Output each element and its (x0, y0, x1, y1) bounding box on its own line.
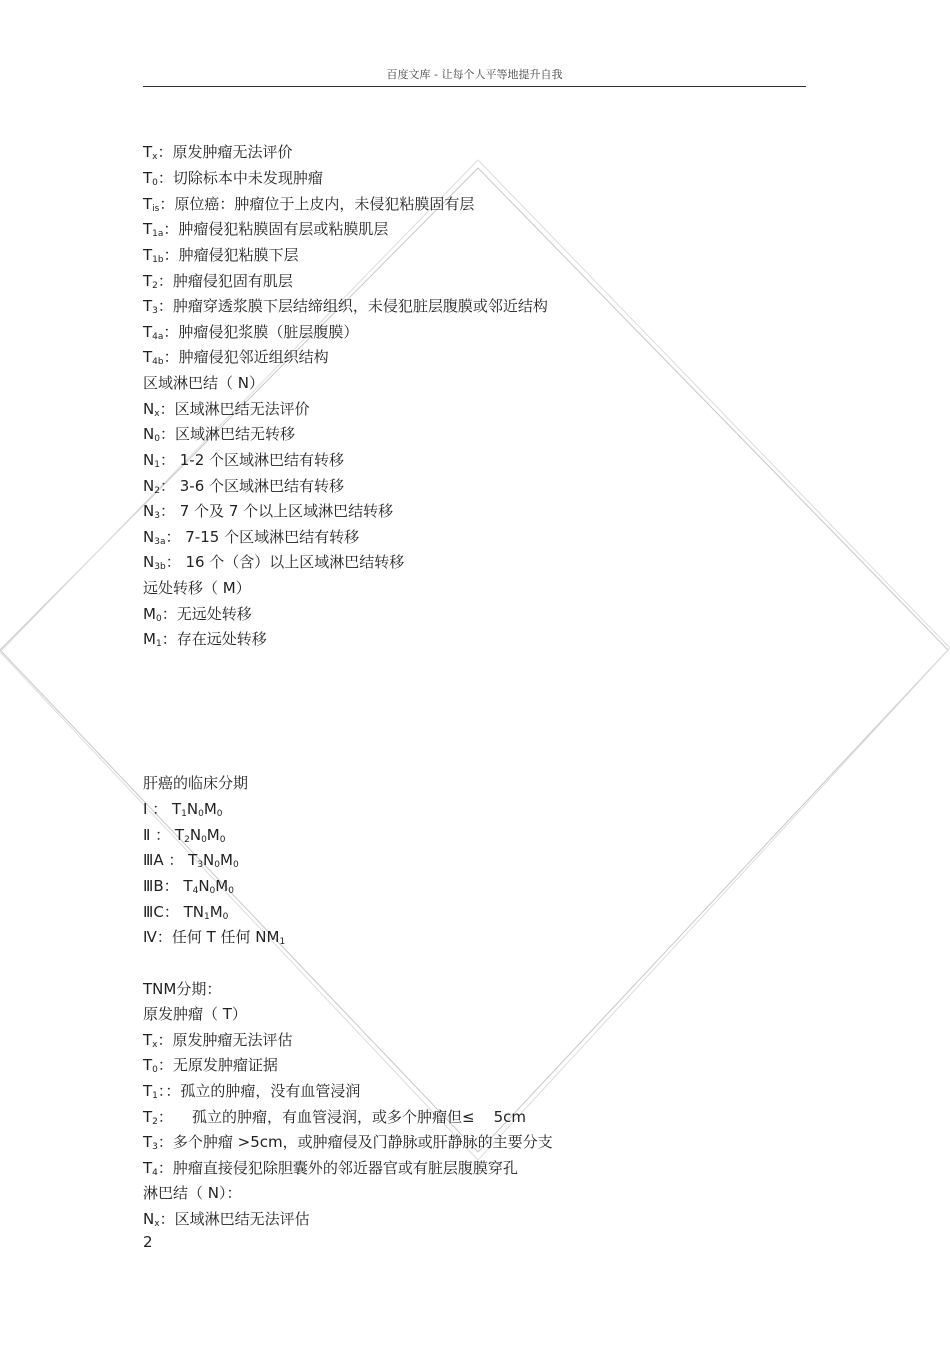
text-line (143, 1031, 293, 1049)
subscript: 0 (219, 835, 226, 845)
text-line (143, 425, 295, 443)
text-line (143, 451, 344, 469)
text-line (143, 297, 548, 315)
text-line (143, 374, 264, 392)
text-line (143, 1210, 310, 1228)
line-text: ：区域淋巴结无转移 (159, 425, 295, 443)
subscript: x (154, 409, 160, 419)
text-line (143, 980, 221, 998)
text-line (143, 851, 239, 869)
line-text: ：区域淋巴结无法评价 (159, 400, 310, 418)
line-text: N (143, 425, 155, 443)
text-line (143, 903, 228, 921)
line-text: ：：孤立的肿瘤，没有血管浸润 (157, 1082, 361, 1100)
line-text: ：原发肿瘤无法评价 (157, 143, 293, 161)
line-text: ：原位癌：肿瘤位于上皮内，未侵犯粘膜固有层 (159, 195, 475, 213)
subscript: 3 (152, 1142, 158, 1152)
line-text: T (143, 143, 153, 161)
line-text: TNM分期： (143, 980, 222, 998)
line-text: N (203, 851, 215, 869)
subscript: 1 (203, 912, 210, 922)
line-text: 肝癌的临床分期 (143, 774, 249, 792)
text-line (143, 143, 293, 161)
subscript: 0 (228, 886, 234, 896)
subscript: 0 (232, 860, 239, 870)
subscript: x (152, 152, 158, 162)
line-text: N (143, 553, 155, 571)
subscript: x (152, 1040, 158, 1050)
line-text: ：肿瘤直接侵犯除胆囊外的邻近器官或有脏层腹膜穿孔 (157, 1159, 518, 1177)
subscript: 4 (192, 886, 199, 896)
subscript: 3 (152, 306, 158, 316)
subscript: 0 (152, 178, 158, 188)
subscript: 4b (152, 357, 164, 367)
subscript: 0 (154, 434, 160, 444)
text-line (143, 220, 388, 238)
text-line (143, 605, 252, 623)
subscript: 1a (152, 229, 164, 239)
text-line (143, 1184, 242, 1202)
line-text: N (198, 877, 210, 895)
line-text: T (143, 1108, 153, 1126)
line-text: ：原发肿瘤无法评估 (157, 1031, 293, 1049)
text-line (143, 826, 225, 844)
text-line (143, 1108, 526, 1126)
subscript: 0 (198, 809, 204, 819)
line-text: ： 孤立的肿瘤，有血管浸润，或多个肿瘤但≤ 5cm (157, 1108, 527, 1126)
line-text: ：切除标本中未发现肿瘤 (157, 169, 323, 187)
subscript: 0 (222, 912, 229, 922)
text-line (143, 1056, 278, 1074)
text-line (143, 630, 267, 648)
line-text: N (189, 826, 202, 844)
line-text: ：无原发肿瘤证据 (157, 1056, 278, 1074)
line-text: T (143, 246, 153, 264)
text-line (143, 272, 293, 290)
subscript: 4a (152, 332, 164, 342)
line-text: M (203, 800, 217, 818)
text-line (143, 528, 359, 546)
line-text: M (143, 605, 156, 623)
line-text: 区域淋巴结（ N） (143, 374, 264, 392)
subscript: 2 (152, 281, 158, 291)
line-text: ：存在远处转移 (161, 630, 267, 648)
header-text: 百度文库 - 让每个人平等地提升自我 (386, 68, 563, 81)
subscript: 0 (201, 835, 207, 845)
line-text: ⅢA ： T (143, 851, 198, 869)
line-text: ： 1-2 个区域淋巴结有转移 (159, 451, 345, 469)
line-text: ：肿瘤侵犯固有肌层 (157, 272, 293, 290)
line-text: N (186, 800, 199, 818)
subscript: x (154, 1219, 160, 1229)
line-text: T (143, 1133, 153, 1151)
line-text: ： 7 个及 7 个以上区域淋巴结转移 (159, 502, 394, 520)
line-text: T (143, 169, 153, 187)
line-text: T (143, 272, 153, 290)
page-header (143, 66, 806, 87)
line-text: T (143, 348, 153, 366)
text-line (143, 774, 248, 792)
text-line (143, 1133, 553, 1151)
line-text: ：肿瘤侵犯粘膜下层 (163, 246, 299, 264)
text-line (143, 477, 344, 495)
line-text: M (143, 630, 156, 648)
line-text: M (206, 826, 220, 844)
subscript: is (152, 204, 160, 214)
text-line (143, 502, 393, 520)
subscript: 1 (152, 1091, 158, 1101)
subscript: 1 (154, 460, 160, 470)
text-line (143, 553, 404, 571)
line-text: Ⅰ ： T (143, 800, 182, 818)
subscript: 3 (197, 860, 204, 870)
subscript: 1 (155, 639, 162, 649)
line-text: M (215, 877, 229, 895)
line-text: ：无远处转移 (161, 605, 252, 623)
line-text: ⅢB： T (143, 877, 193, 895)
line-text: N (143, 1210, 155, 1228)
subscript: 3 (154, 511, 160, 521)
line-text: N (143, 400, 155, 418)
line-text: ：多个肿瘤 >5cm，或肿瘤侵及门静脉或肝静脉的主要分支 (157, 1133, 553, 1151)
subscript: 1 (279, 937, 286, 947)
subscript: 1 (181, 809, 187, 819)
text-line (143, 877, 234, 895)
line-text: T (143, 1082, 153, 1100)
subscript: 2 (154, 486, 160, 496)
text-line (143, 1005, 247, 1023)
subscript: 0 (155, 614, 162, 624)
line-text: 原发肿瘤（ T） (143, 1005, 247, 1023)
line-text: ： 16 个（含）以上区域淋巴结转移 (165, 553, 405, 571)
text-line (143, 400, 310, 418)
subscript: 2 (184, 835, 190, 845)
subscript: 0 (152, 1065, 158, 1075)
subscript: 3b (154, 562, 166, 572)
line-text: T (143, 297, 153, 315)
page-number: 2 (143, 1233, 153, 1251)
line-text: M (209, 903, 223, 921)
subscript: 0 (209, 886, 216, 896)
text-line (143, 246, 299, 264)
line-text: N (143, 502, 155, 520)
line-text: ：肿瘤侵犯浆膜（脏层腹膜） (163, 323, 359, 341)
line-text: Ⅳ：任何 T 任何 NM (143, 928, 280, 946)
line-text: ：区域淋巴结无法评估 (159, 1210, 310, 1228)
text-line (143, 1082, 360, 1100)
line-text: 远处转移（ M） (143, 579, 251, 597)
subscript: 3a (154, 537, 166, 547)
text-line (143, 800, 223, 818)
subscript: 0 (216, 809, 223, 819)
line-text: ： 3-6 个区域淋巴结有转移 (159, 477, 345, 495)
line-text: ：肿瘤穿透浆膜下层结缔组织，未侵犯脏层腹膜或邻近结构 (157, 297, 548, 315)
line-text: M (220, 851, 233, 869)
line-text: ：肿瘤侵犯邻近组织结构 (163, 348, 329, 366)
text-line (143, 169, 323, 187)
line-text: T (143, 323, 153, 341)
line-text: T (143, 1056, 153, 1074)
line-text: ：肿瘤侵犯粘膜固有层或粘膜肌层 (163, 220, 389, 238)
line-text: N (143, 528, 155, 546)
line-text: T (143, 1159, 153, 1177)
text-line (143, 348, 329, 366)
text-line (143, 195, 474, 213)
line-text: T (143, 220, 153, 238)
line-text: Ⅱ ： T (143, 826, 185, 844)
text-line (143, 1159, 518, 1177)
subscript: 2 (152, 1117, 158, 1127)
line-text: T (143, 195, 153, 213)
line-text: ： 7-15 个区域淋巴结有转移 (165, 528, 360, 546)
line-text: ⅢC： TN (143, 903, 204, 921)
subscript: 4 (152, 1168, 158, 1178)
line-text: T (143, 1031, 153, 1049)
line-text: 淋巴结（ N）： (143, 1184, 242, 1202)
subscript: 0 (214, 860, 221, 870)
subscript: 1b (152, 255, 164, 265)
line-text: N (143, 451, 155, 469)
line-text: N (143, 477, 155, 495)
text-line (143, 579, 251, 597)
text-line (143, 323, 358, 341)
text-line (143, 928, 285, 946)
